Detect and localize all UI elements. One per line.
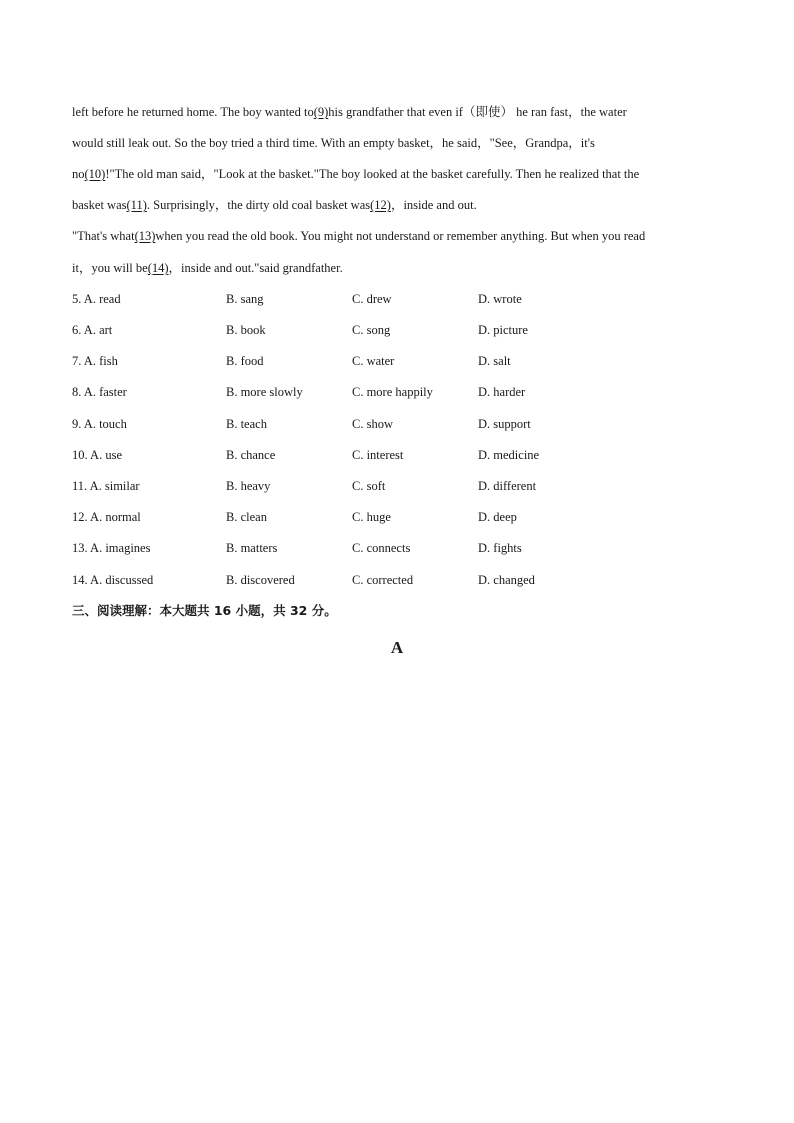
option-b: B. heavy [226,479,271,493]
option-b: B. food [226,354,264,368]
option-b: B. matters [226,541,278,555]
option-b: B. chance [226,448,276,462]
question-row-9 [72,416,722,432]
option-c: C. interest [352,448,404,462]
option-c: C. drew [352,292,392,306]
question-row-7 [72,353,722,369]
option-a: 7. A. fish [72,354,118,368]
question-row-8 [72,384,722,400]
option-a: 14. A. discussed [72,573,154,587]
option-c: C. soft [352,479,386,493]
passage-text: !"The old man said，"Look at the basket."The boy looked at the basket carefully. Then he realized that the [105,167,640,181]
option-d: D. support [478,417,531,431]
blank-11: (11) [126,198,147,212]
section-heading: 三、阅读理解：本大题共 16 小题，共 32 分。 [72,603,337,618]
question-row-10 [72,447,722,463]
question-row-11 [72,478,722,494]
option-b: B. clean [226,510,267,524]
option-b: B. book [226,323,266,337]
passage-text: left before he returned home. The boy wanted to [72,105,314,119]
option-d: D. fights [478,541,522,555]
passage-line-2 [72,135,722,151]
option-d: D. medicine [478,448,540,462]
option-b: B. sang [226,292,264,306]
passage-line-1 [72,104,722,120]
passage-text: ，inside and out."said grandfather. [168,261,343,275]
option-d: D. deep [478,510,517,524]
question-row-6 [72,322,722,338]
option-a: 10. A. use [72,448,122,462]
question-row-5 [72,291,722,307]
option-d: D. picture [478,323,528,337]
option-c: C. song [352,323,391,337]
passage-line-3 [72,166,722,182]
option-b: B. teach [226,417,267,431]
passage-text: ，inside and out. [390,198,477,212]
passage-text: basket was [72,198,127,212]
passage-line-5 [72,228,722,244]
option-d: D. different [478,479,537,493]
passage-line-6 [72,260,722,276]
option-c: C. show [352,417,393,431]
option-a: 9. A. touch [72,417,127,431]
option-d: D. salt [478,354,511,368]
passage-text: no [72,167,85,181]
passage-text: would still leak out. So the boy tried a third time. With an empty basket，he said，"See，Grandpa，it's [72,136,595,150]
blank-10: (10) [84,167,106,181]
blank-12: (12) [370,198,391,212]
question-row-13 [72,540,722,556]
option-c: C. connects [352,541,411,555]
passage-line-4 [72,197,722,213]
option-a: 6. A. art [72,323,113,337]
question-row-14 [72,572,722,588]
option-a: 8. A. faster [72,385,127,399]
option-d: D. harder [478,385,526,399]
option-a: 12. A. normal [72,510,141,524]
option-d: D. wrote [478,292,522,306]
passage-text: when you read the old book. You might not understand or remember anything. But when you read [155,229,646,243]
option-c: C. more happily [352,385,433,399]
option-b: B. more slowly [226,385,303,399]
option-a: 13. A. imagines [72,541,151,555]
passage-text: it，you will be [72,261,148,275]
blank-14: (14) [147,261,169,275]
option-c: C. water [352,354,395,368]
passage-text: "That's what [72,229,135,243]
blank-9: (9) [313,105,329,119]
option-a: 5. A. read [72,292,121,306]
blank-13: (13) [134,229,156,243]
passage-text: . Surprisingly，the dirty old coal basket was [146,198,371,212]
option-d: D. changed [478,573,535,587]
option-a: 11. A. similar [72,479,140,493]
option-c: C. huge [352,510,391,524]
question-row-12 [72,509,722,525]
option-b: B. discovered [226,573,295,587]
part-heading: A [390,638,404,657]
option-c: C. corrected [352,573,414,587]
passage-text: his grandfather that even if（即使） he ran fast，the water [328,105,627,119]
